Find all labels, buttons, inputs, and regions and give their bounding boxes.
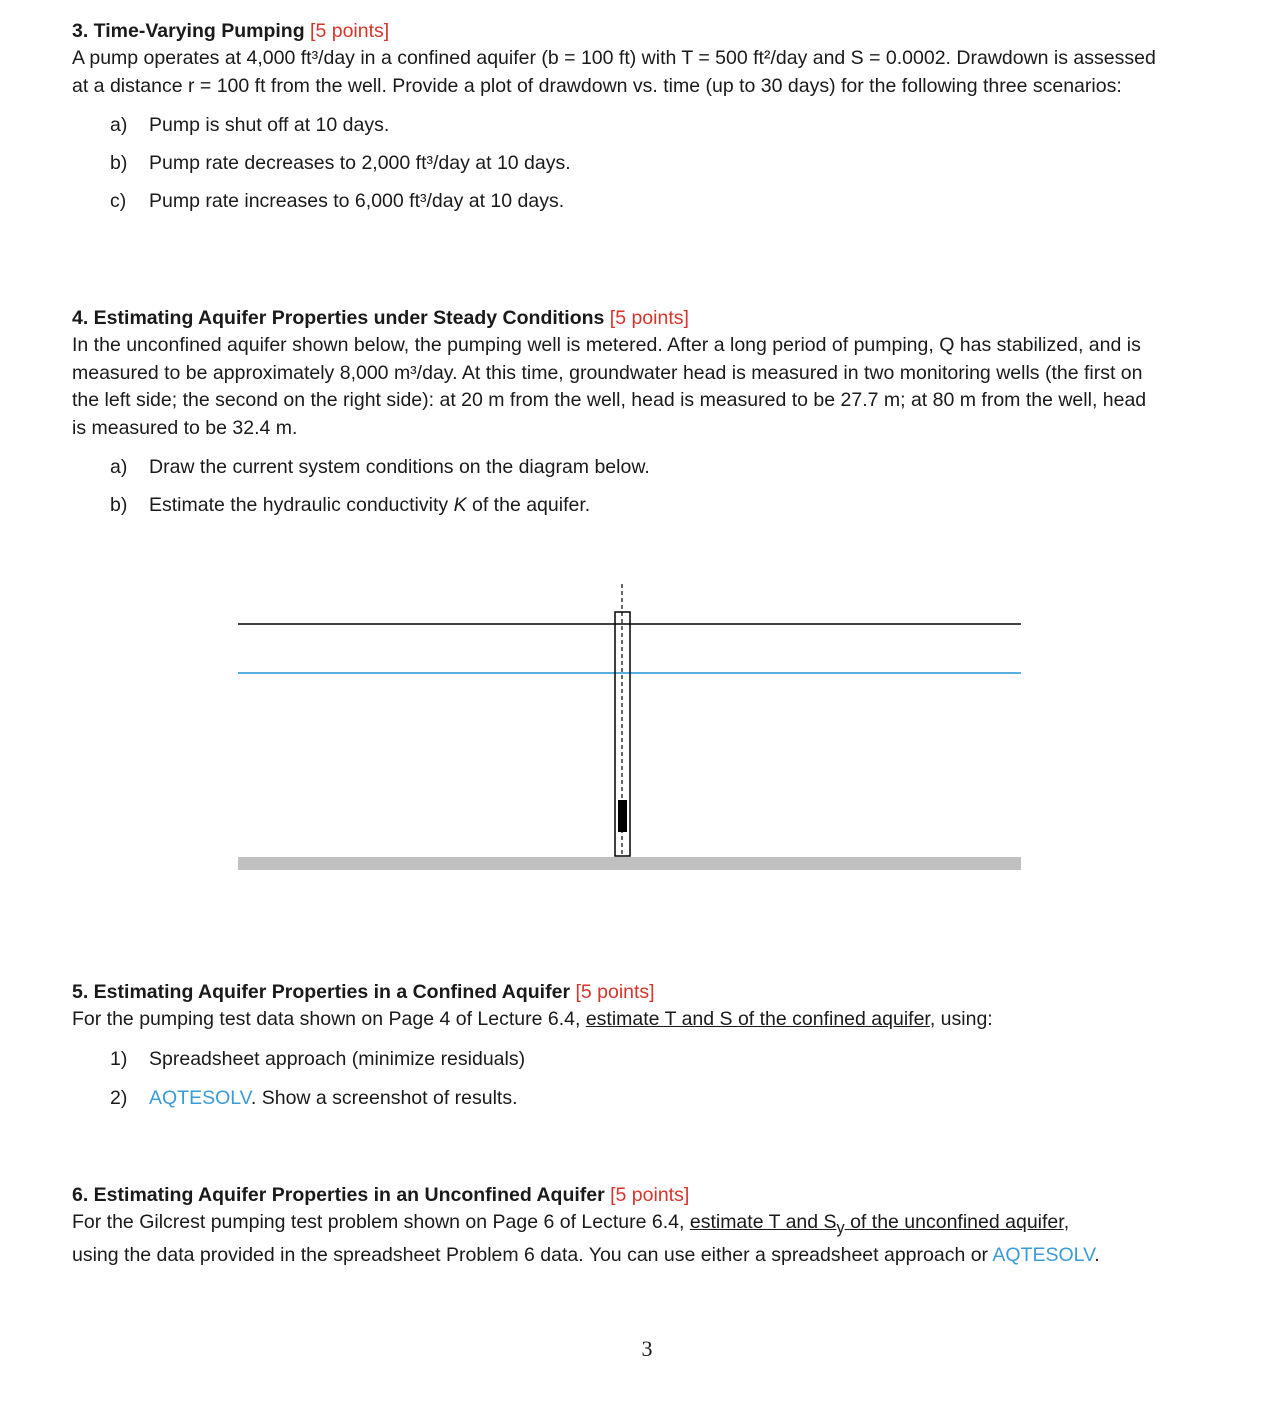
list-marker: b) <box>110 152 128 174</box>
list-text: of the aquifer. <box>466 494 591 516</box>
paragraph-line <box>72 1209 1242 1242</box>
underlined-part: estimate T and S <box>689 1211 837 1233</box>
paragraph-line: the left side; the second on the right side): at 20 m from the well, head is measured to be 27.7 m; at 80 m from the well, head <box>72 389 1147 411</box>
paragraph-line: at a distance r = 100 ft from the well. Provide a plot of drawdown vs. time (up to 30 days) for the following three scenarios: <box>72 74 1122 97</box>
problem-5-points: [5 points] <box>575 981 655 1003</box>
underlined-text <box>689 1211 1064 1237</box>
problem-3-paragraph <box>72 45 1242 100</box>
problem-5-heading <box>72 978 1242 1006</box>
list-item-2 <box>110 1085 518 1111</box>
problem-4-title: 4. Estimating Aquifer Properties under Steady Conditions <box>72 307 605 329</box>
list-item-a <box>110 454 650 480</box>
problem-4 <box>72 304 1242 516</box>
problem-3-title: 3. Time-Varying Pumping <box>72 20 305 42</box>
problem-5-paragraph <box>72 1006 1242 1034</box>
paragraph-line: measured to be approximately 8,000 m³/day. At this time, groundwater head is measured in two monitoring wells (the first on <box>72 361 1143 384</box>
problem-6-heading <box>72 1181 1242 1209</box>
problem-4-paragraph <box>72 332 1242 442</box>
problem-5 <box>72 978 1242 1109</box>
list-text: Spreadsheet approach (minimize residuals) <box>149 1048 526 1070</box>
subscript-y: y <box>836 1218 845 1237</box>
problem-3-points: [5 points] <box>310 20 390 42</box>
list-item-a <box>110 112 389 138</box>
aqtesolv-link[interactable]: AQTESOLV <box>992 1244 1095 1267</box>
underlined-text: estimate T and S of the confined aquifer <box>585 1008 930 1030</box>
problem-4-points: [5 points] <box>609 307 689 329</box>
paragraph-text: , using: <box>929 1008 993 1030</box>
problem-6-title: 6. Estimating Aquifer Properties in an Unconfined Aquifer <box>72 1184 605 1206</box>
list-text: Pump is shut off at 10 days. <box>149 114 390 136</box>
list-text: Pump rate increases to 6,000 ft³/day at 10 days. <box>149 190 565 212</box>
pump <box>618 800 627 832</box>
problem-4-heading <box>72 304 1242 332</box>
list-marker: b) <box>110 494 128 516</box>
problem-3-heading <box>72 17 1242 45</box>
paragraph-text: . <box>1094 1244 1100 1267</box>
paragraph-line: In the unconfined aquifer shown below, the pumping well is metered. After a long period of pumping, Q has stabilized, and is <box>72 334 1141 356</box>
paragraph-text: , <box>1063 1211 1070 1233</box>
list-marker: 2) <box>110 1087 128 1109</box>
page-number: 3 <box>641 1336 653 1361</box>
underlined-part: of the unconfined aquifer <box>844 1211 1064 1233</box>
paragraph-line: A pump operates at 4,000 ft³/day in a confined aquifer (b = 100 ft) with T = 500 ft²/day and S = 0.0002. Drawdown is assessed <box>72 47 1156 69</box>
list-marker: 1) <box>110 1048 128 1070</box>
list-marker: c) <box>110 190 127 212</box>
problem-5-title: 5. Estimating Aquifer Properties in a Confined Aquifer <box>72 981 571 1003</box>
problem-3 <box>72 17 1242 212</box>
problem-6-points: [5 points] <box>610 1184 690 1206</box>
aqtesolv-link[interactable]: AQTESOLV <box>149 1087 251 1109</box>
list-text: Estimate the hydraulic conductivity <box>149 494 454 516</box>
list-text: Draw the current system conditions on the diagram below. <box>149 456 650 478</box>
list-text: Pump rate decreases to 2,000 ft³/day at 10 days. <box>149 152 571 174</box>
aquifer-diagram <box>236 584 1026 876</box>
list-item-c <box>110 188 564 214</box>
paragraph-text: For the Gilcrest pumping test problem shown on Page 6 of Lecture 6.4, <box>72 1211 690 1233</box>
list-text: . Show a screenshot of results. <box>250 1087 518 1109</box>
paragraph-text: using the data provided in the spreadsheet Problem 6 data. You can use either a spreadsheet approach or <box>72 1244 993 1267</box>
list-item-1 <box>110 1046 525 1072</box>
list-item-b <box>110 492 590 518</box>
paragraph-text: For the pumping test data shown on Page 4 of Lecture 6.4, <box>72 1008 586 1030</box>
variable-k: K <box>453 494 467 516</box>
problem-6 <box>72 1181 1242 1270</box>
list-item-b <box>110 150 571 176</box>
paragraph-line <box>72 1242 1242 1270</box>
list-marker: a) <box>110 114 128 136</box>
list-marker: a) <box>110 456 128 478</box>
impermeable-base <box>238 857 1021 870</box>
problem-6-paragraph <box>72 1209 1242 1270</box>
paragraph-line: is measured to be 32.4 m. <box>72 416 298 439</box>
